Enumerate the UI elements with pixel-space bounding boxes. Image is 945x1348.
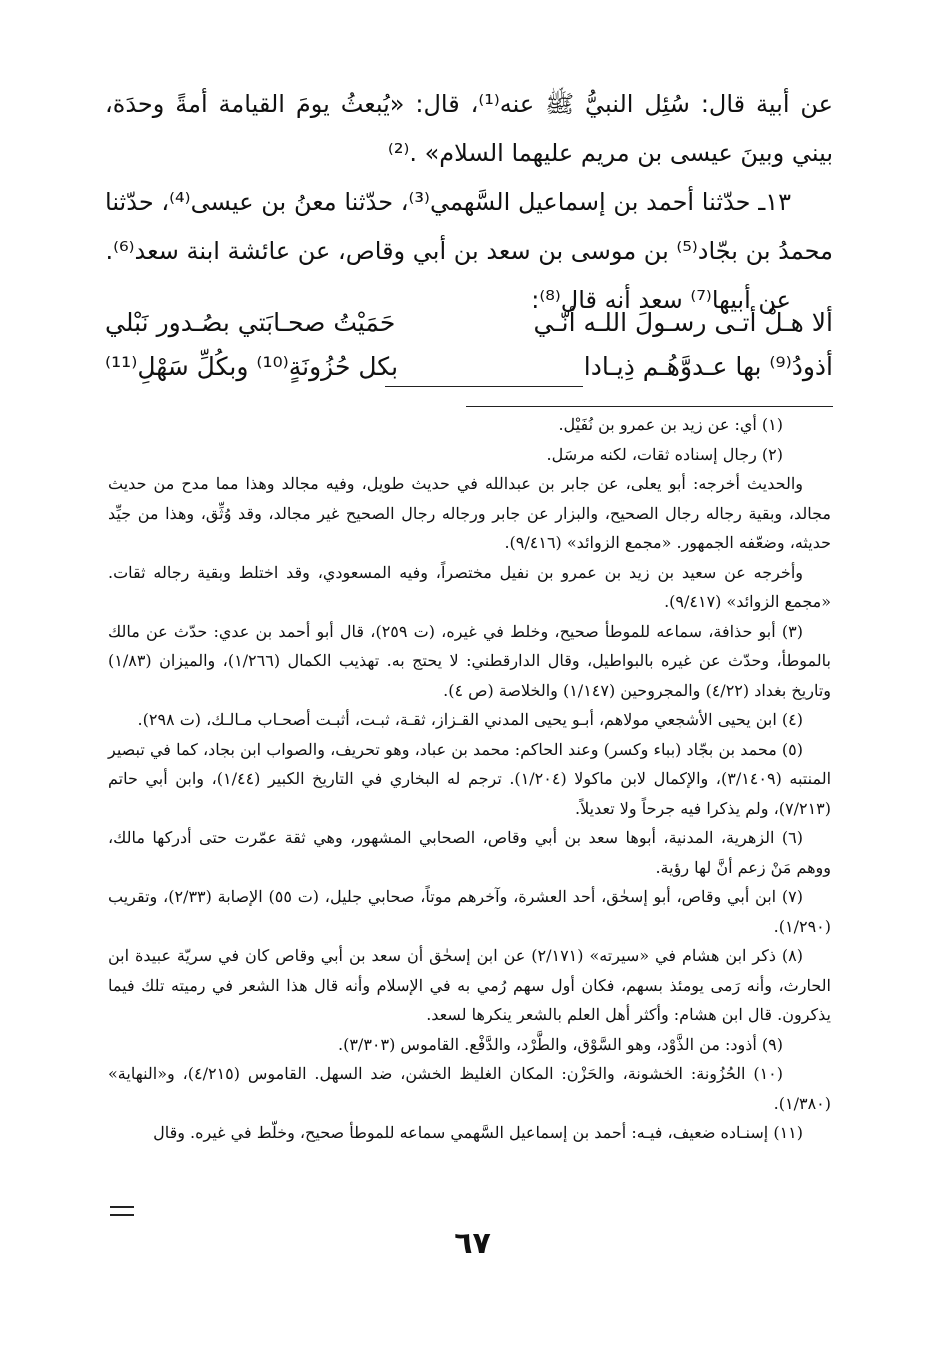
- footnote: (٨) ذكر ابن هشام في «سيرته» (٢/١٧١) عن ابن إسحٰق أن سعد بن أبي وقاص كان في سريّة عبيدة ابن الحارث، وأنه رَمى يومئذ بسهم، فكان أول سهم رُمي به في الإسلام وأنه قال هذا الشعر في رميته تلك فيما يذكرون. قال ابن هشام: وأكثر أهل العلم بالشعر ينكرها لسعد.: [108, 946, 831, 1024]
- footnote: (٩) أذود: من الذَّوْد، وهو السَّوْق، والطَّرْد، والدَّفْع. القاموس (٣/٣٠٣).: [338, 1034, 783, 1054]
- paragraph-hadith-13: ١٣ـ حدّثنا أحمد بن إسماعيل السَّهمي⁽³⁾، حدّثنا معنُ بن عيسى⁽⁴⁾، حدّثنا محمدُ بن بجّاد⁽⁵⁾ بن موسى بن سعد بن أبي وقاص، عن عائشة ابنة سعد⁽⁶⁾.: [105, 188, 833, 265]
- footnote-continuation: وأخرجه عن سعيد بن زيد بن عمرو بن نفيل مختصراً، وفيه المسعودي، وقد اختلط وبقية رجاله ثقات. «مجمع الزوائد» (٩/٤١٧).: [108, 562, 831, 611]
- main-text: [105, 80, 833, 325]
- poem-verse: [105, 352, 833, 396]
- footnote: (١٠) الحُزُونة: الخشونة، والحَزْن: المكان الغليظ الخشن، ضد السهل. القاموس (٤/٢١٥)، و«النهاية» (١/٣٨٠).: [108, 1064, 831, 1113]
- footnotes: [108, 410, 831, 1148]
- verse-second-hemistich: بكل حُزُونَةٍ⁽¹⁰⁾ وبكُلِّ سَهْلِ⁽¹¹⁾: [105, 352, 399, 381]
- verse-first-hemistich: أذودُ⁽⁹⁾ بها عـدوَّهُـم ذِيـادا: [583, 352, 833, 381]
- poem-underline: [385, 386, 583, 387]
- paragraph-hadith-12-end: عن أبية قال: سُئِل النبيُّ ﷺ عنه⁽¹⁾، قال: «يُبعثُ يومَ القيامة أمةً وحدَة، بيني وبينَ عيسى بن مريم عليهما السلام» .⁽²⁾: [105, 90, 833, 167]
- footnote-continuation: والحديث أخرجه: أبو يعلى، عن جابر بن عبدالله في حديث طويل، وفيه مجالد وهذا مما مدح من حديث مجالد، وبقية رجاله رجال الصحيح، والبزار عن جابر ورجاله رجال الصحيح غير مجالد، وقد وُثِّق، وهذا من جيِّد حديثه، وضعّفه الجمهور. «مجمع الزوائد» (٩/٤١٦).: [108, 474, 831, 552]
- footnote: (٢) رجال إسناده ثقات، لكنه مرسَل.: [546, 444, 783, 464]
- footnote: (٥) محمد بن بجّاد (بباء وكسر) وعند الحاكم: محمد بن عباد، وهو تحريف، والصواب ابن بجاد، كما في تبصير المنتبه (٣/١٤٠٩)، والإكمال لابن ماكولا (١/٢٠٤). ترجم له البخاري في التاريخ الكبير (١/٤٤)، وابن أبي حاتم (٧/٢١٣)، ولم يذكرا فيه جرحاً ولا تعديلاً.: [108, 739, 832, 818]
- verse-first-hemistich: ألا هـلْ أتـى رسـولَ اللـه أنّـي: [533, 308, 833, 337]
- footnote: (١) أي: عن زيد بن عمرو بن نُفَيْل.: [558, 415, 783, 434]
- footnote: (٤) ابن يحيى الأشجعي مولاهم، أبـو يحيى المدني القـزاز، ثقـة، ثبـت، أثبـت أصحـاب مـالـك، (ت ٢٩٨).: [137, 710, 803, 729]
- continuation-mark: [110, 1206, 134, 1216]
- footnote: (٣) أبو حذافة، سماعه للموطأ صحيح، وخلط في غيره، (ت ٢٥٩)، قال أبو أحمد بن عدي: حدّث عن مالك بالموطأ، وحدّث عن غيره بالبواطيل، وقال الدارقطني: لا يحتج به. تهذيب الكمال (١/٢٦٦)، والميزان (١/٨٣) وتاريخ بغداد (٤/٢٢) والمجروحين (١/١٤٧) والخلاصة (ص ٤).: [108, 621, 831, 700]
- footnote-separator: [466, 406, 833, 407]
- paragraph-poem-intro: عن أبيها⁽⁷⁾ سعد أنه قال⁽⁸⁾:: [531, 286, 791, 314]
- footnote: (٦) الزهرية، المدنية، أبوها سعد بن أبي وقاص، الصحابي المشهور، وهي ثقة عمّرت حتى أدركها مالك، ووهم مَنْ زعم أنَّ لها رؤية.: [108, 828, 831, 877]
- footnote: (١١) إسنـاده ضعيف، فيـه: أحمد بن إسماعيل السَّهمي سماعه للموطأ صحيح، وخلّط في غيره. وقال: [153, 1123, 803, 1142]
- verse-second-hemistich: حَمَيْتُ صحـابَتي بصُـدور نَبْلي: [105, 308, 396, 337]
- footnote: (٧) ابن أبي وقاص، أبو إسحٰق، أحد العشرة، وآخرهم موتاً، صحابي جليل، (ت ٥٥) الإصابة (٢/٣٣)، وتقريب (١/٢٩٠).: [108, 887, 831, 936]
- page-number: ٦٧: [454, 1226, 491, 1261]
- poem-verse: [105, 308, 833, 352]
